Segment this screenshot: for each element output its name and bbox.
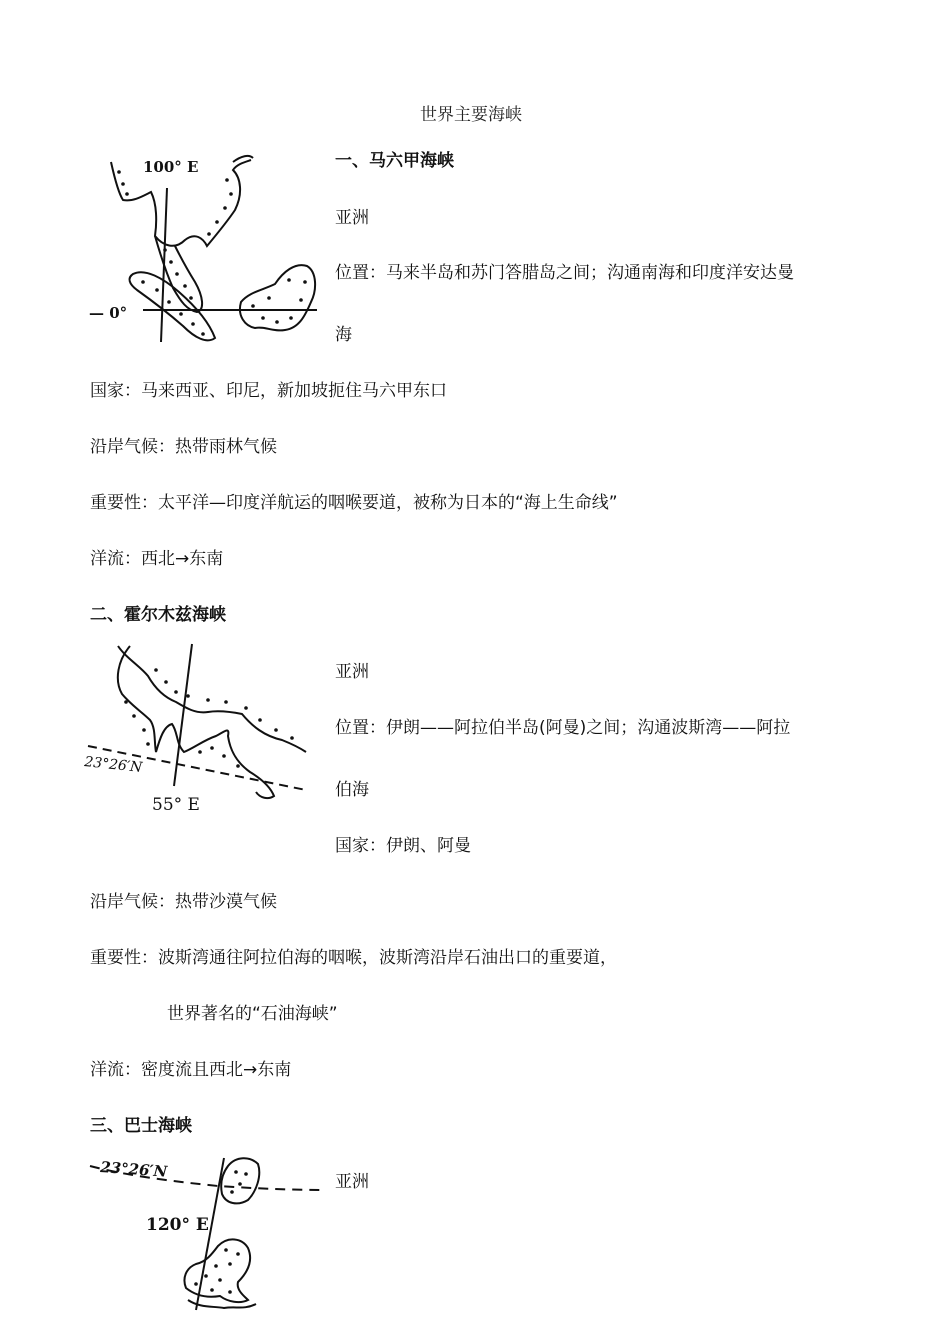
section-1-location-line2: 海 — [335, 325, 352, 345]
section-2-continent: 亚洲 — [335, 662, 369, 682]
malacca-strait-map — [85, 150, 325, 350]
section-1-continent: 亚洲 — [335, 208, 369, 228]
section-2-location-line2: 伯海 — [335, 780, 369, 800]
page-title: 世界主要海峡 — [420, 105, 522, 125]
section-1-current: 洋流：西北→东南 — [90, 549, 224, 569]
section-2-climate: 沿岸气候：热带沙漠气候 — [90, 892, 277, 912]
section-2-heading: 二、霍尔木兹海峡 — [90, 605, 226, 625]
section-1-location-line1: 位置：马来半岛和苏门答腊岛之间；沟通南海和印度洋安达曼 — [335, 263, 794, 283]
bashi-strait-map — [88, 1150, 328, 1315]
map3-parallel-label: 23°26′N — [99, 1158, 168, 1181]
section-3-heading: 三、巴士海峡 — [90, 1116, 192, 1136]
hormuz-strait-map — [60, 640, 320, 820]
section-1-climate: 沿岸气候：热带雨林气候 — [90, 437, 277, 457]
map1-meridian-label: 100° E — [143, 158, 199, 176]
section-2-location-line1: 位置：伊朗——阿拉伯半岛(阿曼)之间；沟通波斯湾——阿拉 — [335, 718, 791, 738]
section-1-heading: 一、马六甲海峡 — [335, 151, 454, 171]
section-3-continent: 亚洲 — [335, 1172, 369, 1192]
section-1-importance: 重要性：太平洋—印度洋航运的咽喉要道，被称为日本的“海上生命线” — [90, 493, 618, 513]
section-2-countries: 国家：伊朗、阿曼 — [335, 836, 471, 856]
section-2-current: 洋流：密度流且西北→东南 — [90, 1060, 292, 1080]
section-1-countries: 国家：马来西亚、印尼，新加坡扼住马六甲东口 — [90, 381, 447, 401]
map2-meridian-label: 55° E — [152, 795, 200, 815]
section-2-importance-line1: 重要性：波斯湾通往阿拉伯海的咽喉，波斯湾沿岸石油出口的重要道， — [90, 948, 617, 968]
map1-parallel-label: — 0° — [89, 304, 128, 322]
map2-parallel-label: 23°26′N — [83, 754, 143, 777]
map3-meridian-label: 120° E — [146, 1215, 209, 1235]
section-2-importance-line2: 世界著名的“石油海峡” — [167, 1004, 338, 1024]
